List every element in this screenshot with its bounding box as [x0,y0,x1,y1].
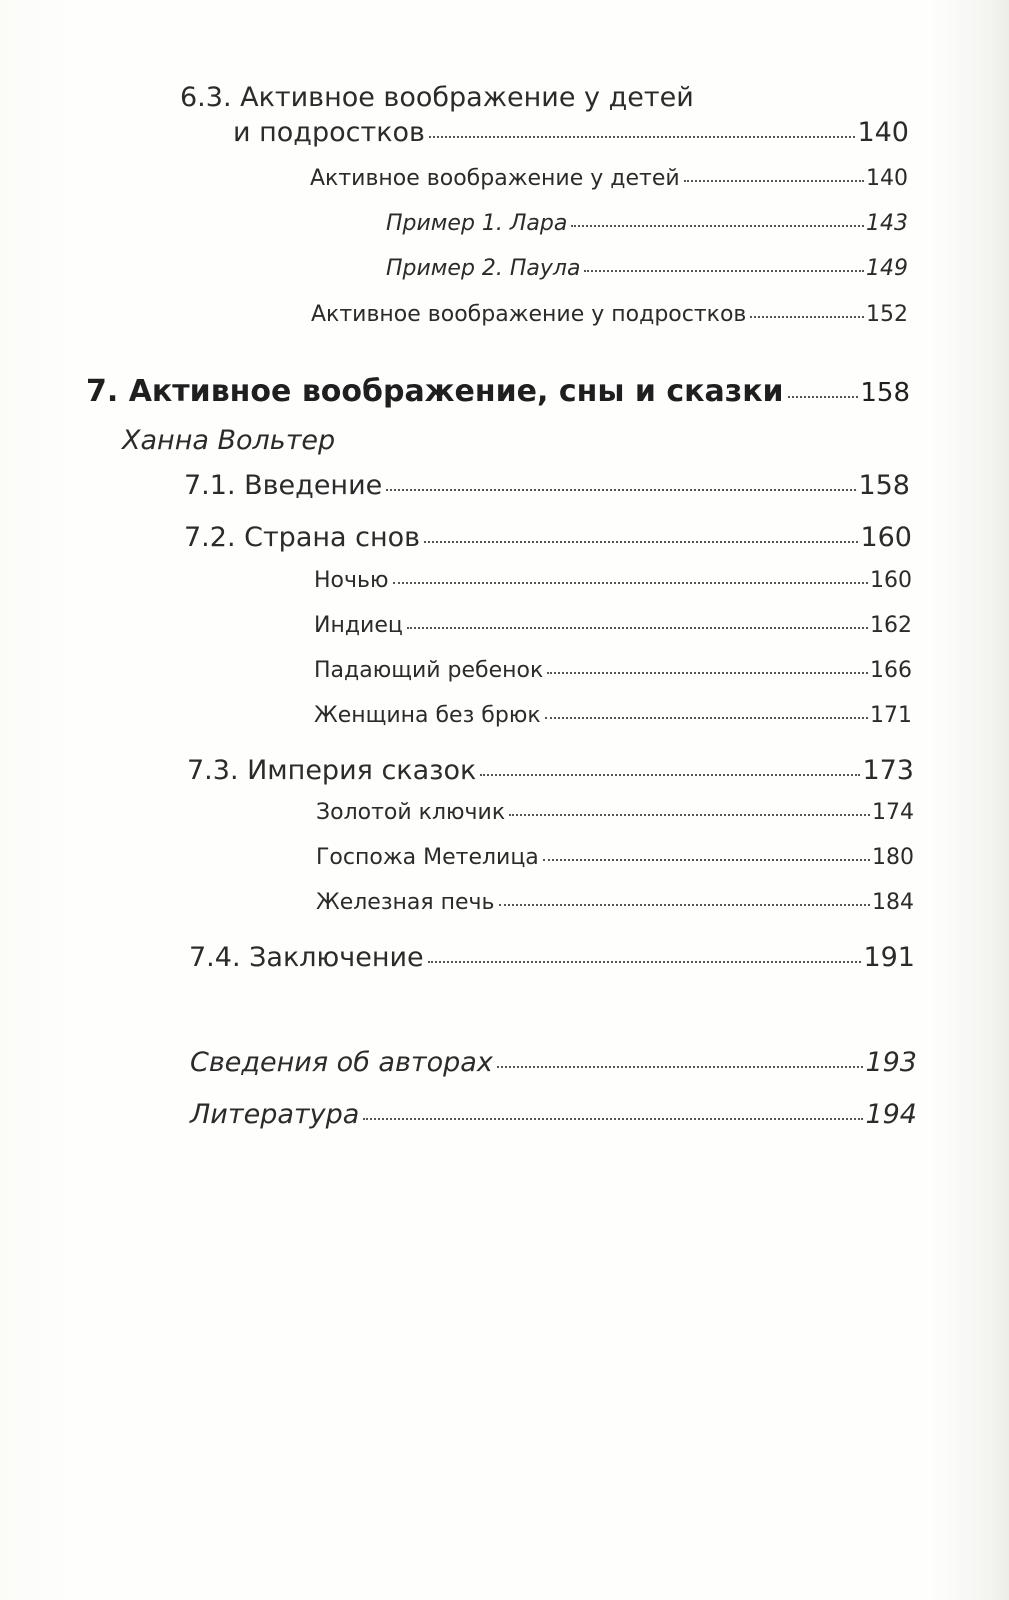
dot-leader [499,904,870,906]
toc-entry-label: Золотой ключик [316,800,506,825]
toc-entry-example-1[interactable] [386,211,908,236]
dot-leader [750,316,864,318]
toc-entry-label: Железная печь [316,890,495,915]
toc-entry-label: Сведения об авторах [190,1047,493,1078]
toc-entry-label: Пример 2. Паула [386,256,581,281]
toc-entry-teenagers[interactable] [311,302,908,327]
dot-leader [429,136,856,138]
dot-leader [424,541,858,543]
dot-leader [363,1118,863,1120]
dot-leader [509,814,870,816]
toc-page-number: 174 [872,800,914,825]
toc-page-number: 194 [865,1099,917,1130]
toc-page-number: 149 [866,256,908,281]
toc-entry-label: Пример 1. Лара [386,211,568,236]
toc-entry-night[interactable] [314,568,912,593]
toc-entry-label: Активное воображение у детей [310,166,680,191]
toc-chapter-7[interactable] [86,374,910,409]
toc-heading-6-3-line1: 6.3. Активное воображение у детей [180,82,694,113]
toc-page-number: 143 [866,211,908,236]
dot-leader [547,672,868,674]
dot-leader [393,582,869,584]
toc-entry-label: Падающий ребенок [314,658,544,683]
toc-page-number: 158 [858,470,910,501]
toc-entry-label: 7.1. Введение [184,470,383,501]
dot-leader [497,1066,864,1068]
toc-entry-literature[interactable] [190,1099,917,1130]
dot-leader [684,180,864,182]
chapter-author: Ханна Вольтер [122,425,336,456]
toc-page-number: 166 [870,658,912,683]
dot-leader [428,961,862,963]
toc-page-number: 184 [872,890,914,915]
toc-page-number: 140 [857,117,909,148]
toc-entry-label: Ночью [314,568,389,593]
dot-leader [543,859,870,861]
toc-page-number: 171 [870,703,912,728]
toc-entry-label: 7.3. Империя сказок [187,755,477,786]
dot-leader [788,396,859,398]
toc-entry-woman[interactable] [314,703,912,728]
toc-entry-example-2[interactable] [386,256,908,281]
toc-entry-golden-key[interactable] [316,800,914,825]
toc-entry-7-3[interactable] [187,755,914,786]
toc-page-number: 193 [865,1047,917,1078]
toc-entry-7-1[interactable] [184,470,910,501]
toc-page-number: 180 [872,845,914,870]
toc-page-number: 160 [870,568,912,593]
toc-page-number: 160 [860,522,912,553]
toc-page-number: 158 [860,378,910,408]
dot-leader [545,717,868,719]
toc-entry-indian[interactable] [314,613,912,638]
toc-entry-falling-child[interactable] [314,658,912,683]
toc-entry-label: Госпожа Метелица [316,845,539,870]
toc-entry-6-3[interactable] [233,117,909,148]
toc-entry-label: Активное воображение у подростков [311,302,747,327]
dot-leader [407,627,868,629]
toc-entry-7-4[interactable] [189,942,915,973]
dot-leader [386,489,856,491]
toc-entry-about-authors[interactable] [190,1047,917,1078]
toc-entry-label: Индиец [314,613,403,638]
dot-leader [480,774,860,776]
toc-entry-iron-stove[interactable] [316,890,914,915]
toc-page-number: 162 [870,613,912,638]
toc-page-number: 152 [866,302,908,327]
dot-leader [571,225,864,227]
toc-page-number: 173 [862,755,914,786]
toc-page-number: 191 [863,942,915,973]
toc-entry-7-2[interactable] [184,522,912,553]
toc-entry-metelitsa[interactable] [316,845,914,870]
toc-entry-label: Женщина без брюк [314,703,541,728]
toc-chapter-title: 7. Активное воображение, сны и сказки [86,374,784,409]
toc-page-number: 140 [866,166,908,191]
toc-entry-children[interactable] [310,166,908,191]
toc-entry-label: 7.4. Заключение [189,942,424,973]
toc-entry-label: Литература [190,1099,360,1130]
dot-leader [584,270,864,272]
toc-entry-label: 7.2. Страна снов [184,522,421,553]
toc-entry-label: и подростков [233,117,425,148]
